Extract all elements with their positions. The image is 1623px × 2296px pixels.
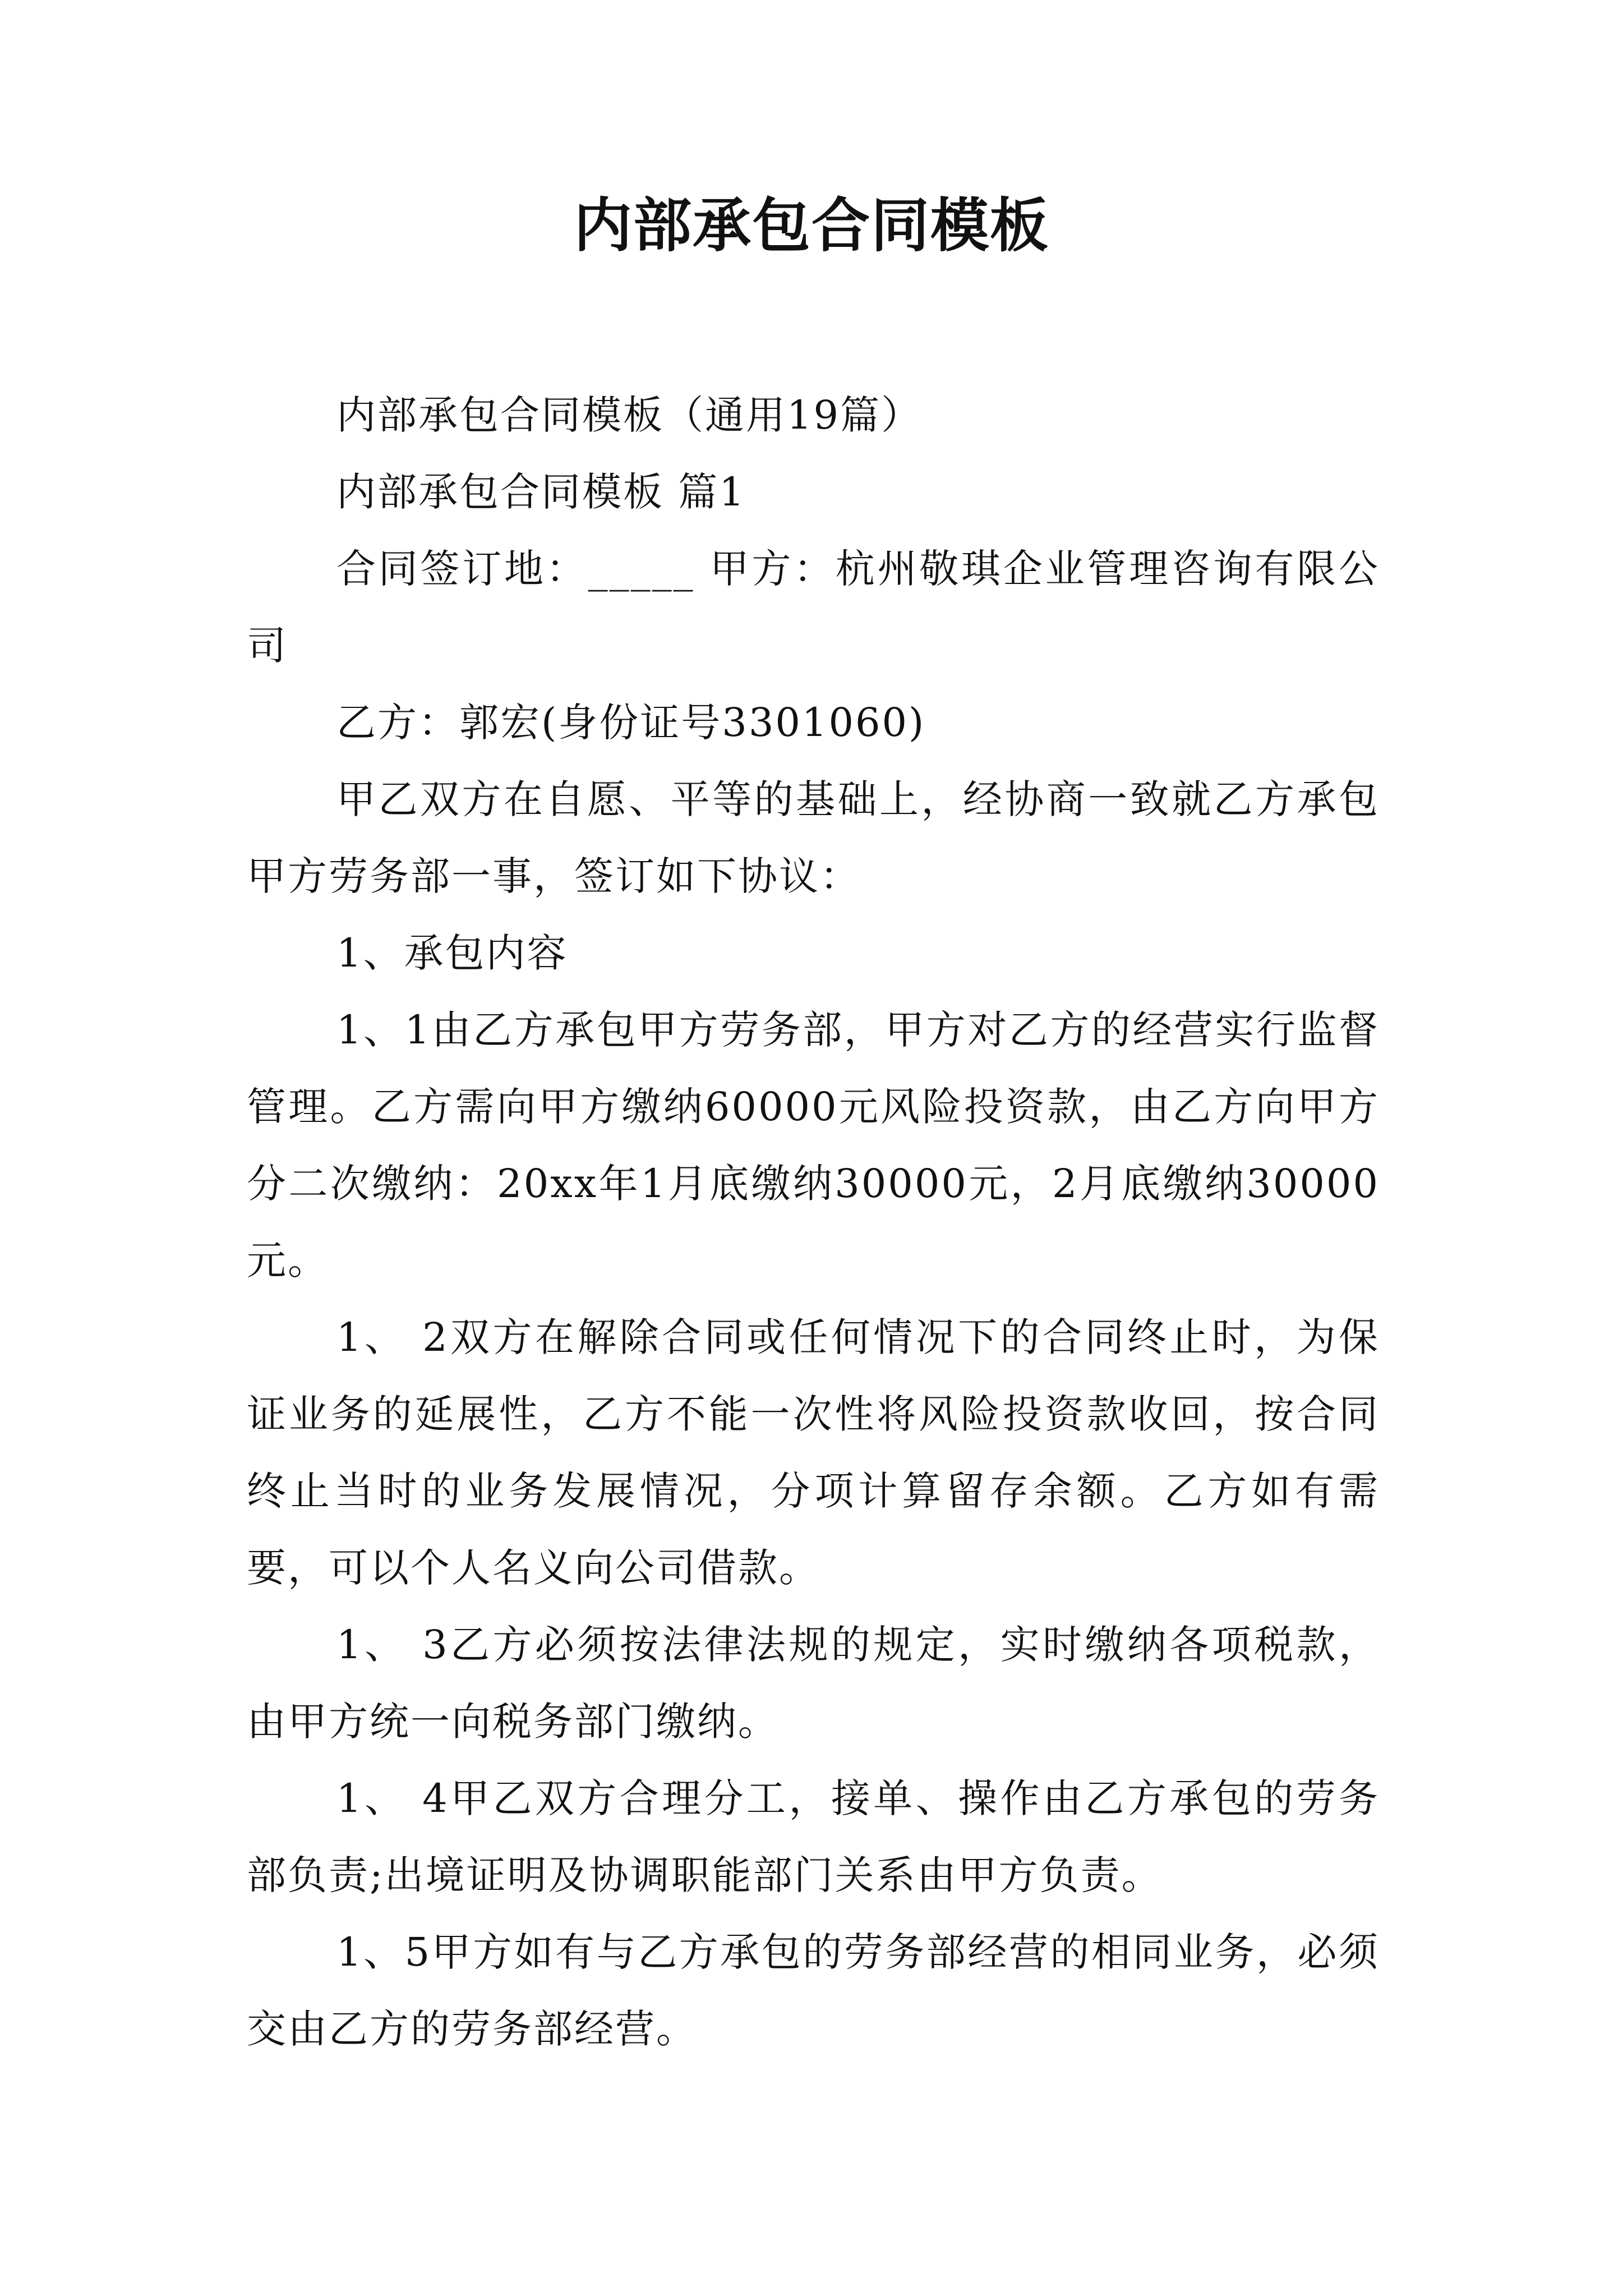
paragraph-clause-1-1: 1、1由乙方承包甲方劳务部，甲方对乙方的经营实行监督管理。乙方需向甲方缴纳60000元风险投资款，由乙方向甲方分二次缴纳：20xx年1月底缴纳30000元，2月底缴纳30000元。 [247, 1007, 1380, 1283]
document-body [247, 377, 1380, 2068]
paragraph-clause-1-2: 1、 2双方在解除合同或任何情况下的合同终止时，为保证业务的延展性，乙方不能一次性将风险投资款收回，按合同终止当时的业务发展情况，分项计算留存余额。乙方如有需要，可以个人名义向公司借款。 [247, 1314, 1380, 1591]
paragraph-clause-1-3: 1、 3乙方必须按法律法规的规定，实时缴纳各项税款，由甲方统一向税务部门缴纳。 [247, 1622, 1380, 1745]
paragraph-clause-1-5: 1、5甲方如有与乙方承包的劳务部经营的相同业务，必须交由乙方的劳务部经营。 [247, 1929, 1380, 2052]
paragraph-section-heading: 内部承包合同模板 篇1 [336, 469, 746, 515]
paragraph-party-b: 乙方：郭宏(身份证号3301060) [336, 700, 926, 746]
paragraph-signing-place-party-a: 合同签订地：_____ 甲方：杭州敬琪企业管理咨询有限公司 [247, 546, 1380, 669]
paragraph-clause-1: 1、承包内容 [336, 930, 568, 976]
paragraph-preamble: 甲乙双方在自愿、平等的基础上，经协商一致就乙方承包甲方劳务部一事，签订如下协议： [247, 776, 1380, 899]
paragraph-subtitle: 内部承包合同模板（通用19篇） [336, 392, 923, 438]
paragraph-clause-1-4: 1、 4甲乙双方合理分工，接单、操作由乙方承包的劳务部负责;出境证明及协调职能部门关系由甲方负责。 [247, 1775, 1380, 1898]
document-title: 内部承包合同模板 [573, 191, 1049, 260]
